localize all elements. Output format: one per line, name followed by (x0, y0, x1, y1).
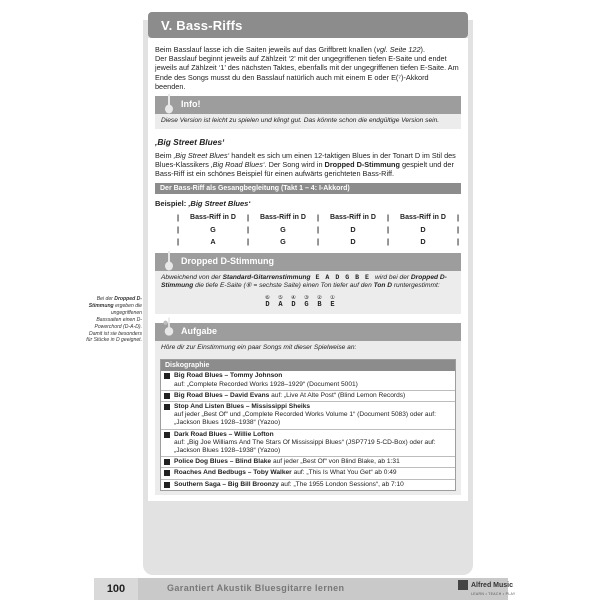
bullet-square-icon (164, 393, 170, 399)
info-box-header (155, 96, 461, 114)
bar-line: | (386, 236, 390, 246)
dropped-box-body (155, 271, 461, 314)
entry-title: Roaches And Bedbugs – Toby Walker (174, 469, 292, 477)
page-number-box (94, 578, 138, 600)
bar-line: | (456, 224, 460, 234)
entry-title: Police Dog Blues – Blind Blake (174, 458, 272, 466)
string-note: A (278, 300, 283, 309)
margin-note (86, 296, 142, 344)
margin-note-text: Bei der (96, 296, 115, 302)
string-number: ② (317, 294, 322, 301)
info-box-body: Diese Version ist leicht zu spielen und klingt gut. Das könnte schon die endgültige Version sein. (155, 114, 461, 129)
chord-heading: Bass-Riff in D (190, 213, 236, 221)
bar-line: | (316, 212, 320, 222)
list-item (161, 468, 455, 479)
intro-text-2: Der Basslauf beginnt jeweils auf Zählzeit ‘2’ mit der ungegriffenen tiefen E-Saite und endet jeweils auf Zählzeit ‘1’ des nächsten Taktes, ebenfalls mit der ungegriffenen tiefen E-Saite. Am Ende des Songs musst du den Basslauf natürlich auch mit einem E oder E(⁷)-Akkord beenden. (155, 54, 459, 91)
bar-line: | (456, 212, 460, 222)
riff-section-header: Der Bass-Riff als Gesangbegleitung (Takt 1 – 4: I-Akkord) (155, 183, 461, 194)
discography-entry (174, 431, 452, 456)
list-item (161, 457, 455, 468)
bar-line: | (246, 224, 250, 234)
string-note: D (265, 300, 270, 309)
song-title: ‚Big Street Blues‘ (155, 136, 225, 147)
chord-note: G (280, 236, 286, 246)
discography-header: Diskographie (161, 360, 455, 371)
entry-title: Big Road Blues – David Evans (174, 391, 270, 399)
discography-entry (174, 403, 452, 428)
chord-heading: Bass-Riff in D (400, 213, 446, 221)
publisher-logo (458, 580, 513, 590)
book-title: Garantiert Akustik Bluesgitarre lernen (167, 583, 345, 593)
entry-source: auf: „Live At Alte Post“ (Blind Lemon Records) (269, 391, 406, 399)
entry-source: auf jeder „Best Of“ von Blind Blake, ab 1:31 (271, 458, 400, 466)
standard-notes: E A D G B E (310, 273, 375, 281)
info-box-label: Info! (181, 99, 201, 110)
tuning-diagram (261, 295, 455, 309)
publisher-name: Alfred Music (471, 581, 514, 589)
bar-line: | (316, 224, 320, 234)
chapter-title: V. Bass-Riffs (161, 17, 243, 33)
dropped-box-label: Dropped D-Stimmung (181, 256, 274, 267)
entry-source: auf: „This Is What You Get“ ab 0:49 (291, 469, 397, 477)
chord-note: D (350, 236, 356, 246)
chapter-header (148, 12, 468, 38)
bar-line: | (386, 212, 390, 222)
list-item (161, 430, 455, 458)
bar-line: | (456, 236, 460, 246)
dropped-bold: Dropped D-Stimmung (161, 273, 447, 290)
entry-title: Big Road Blues – Tommy Johnson (174, 372, 283, 380)
task-box-body: Höre dir zur Einstimmung ein paar Songs mit dieser Spielweise an: (155, 341, 461, 356)
song-text: handelt es sich um einen 12-taktigen Blues in der Tonart D im Stil des Blues-Klassikers (155, 150, 456, 170)
string-number: ⑤ (278, 294, 283, 301)
song-reference-inline: ‚Big Road Blues‘ (210, 160, 265, 170)
bullet-square-icon (164, 373, 170, 379)
margin-note-text: ergeben die ungegriffenen Basssaiten einen D-Powerchord (D-A-D). Damit ist sie besonders für Stücke in D geeignet. (86, 302, 142, 344)
discography-list (160, 359, 456, 490)
bar-line: | (246, 212, 250, 222)
alfred-logo-icon (458, 580, 468, 590)
entry-source: auf jeder „Best Of“ und „Complete Recorded Works Volume 1“ (Document 5083) oder auf: „Jackson Blues 1928–1938“ (Yazoo) (174, 411, 436, 427)
entry-source: auf: „Complete Recorded Works 1928–1929“ (Document 5001) (174, 380, 358, 388)
bullet-square-icon (164, 404, 170, 410)
dropped-text: runtergestimmt: (392, 282, 440, 290)
dropped-bold: Standard-Gitarrenstimmung (222, 273, 311, 281)
discography-entry (174, 458, 400, 466)
entry-title: Stop And Listen Blues – Mississippi Sheiks (174, 403, 311, 411)
chord-heading: Bass-Riff in D (330, 213, 376, 221)
task-box-label: Aufgabe (181, 326, 217, 337)
intro-text: Beim Basslauf lasse ich die Saiten jeweils auf das Griffbrett knallen ( (155, 45, 377, 54)
entry-source: auf: „The 1955 London Sessions“, ab 7:10 (278, 480, 404, 488)
bullet-square-icon (164, 459, 170, 465)
string-note: B (317, 300, 322, 309)
string-number: ⑥ (265, 294, 270, 301)
string-note: G (304, 300, 309, 309)
bullet-square-icon (164, 432, 170, 438)
entry-title: Dark Road Blues – Willie Lofton (174, 430, 274, 438)
main-content (148, 38, 468, 501)
task-box-header (155, 323, 461, 341)
list-item (161, 402, 455, 430)
bullet-square-icon (164, 470, 170, 476)
dropped-text: wird bei der (374, 273, 411, 281)
dropped-text: Abweichend von der (161, 273, 223, 281)
publisher-tagline: LEARN • TEACH • PLAY (471, 592, 516, 596)
page-number: 100 (106, 583, 126, 595)
chord-chart (173, 212, 461, 248)
bar-line: | (176, 212, 180, 222)
chord-heading: Bass-Riff in D (260, 213, 306, 221)
bar-line: | (176, 224, 180, 234)
discography-entry (174, 392, 405, 400)
content-column (148, 12, 468, 501)
discography-entry (174, 481, 404, 489)
guitar-hand-icon (163, 317, 175, 337)
intro-paragraph-1 (155, 45, 461, 91)
list-item (161, 480, 455, 490)
dropped-bold: Ton D (373, 282, 393, 290)
chord-note: D (420, 224, 426, 234)
bar-line: | (176, 236, 180, 246)
string-number: ③ (304, 294, 309, 301)
dropped-box-header (155, 253, 461, 271)
song-description (155, 151, 461, 179)
dropped-text: die tiefe E-Saite (⑥ = sechste Saite) einen Ton tiefer auf den (193, 282, 374, 290)
page-reference: vgl. Seite 122 (376, 45, 421, 54)
margin-note-bold: Dropped D-Stimmung (88, 296, 142, 309)
string-number: ① (330, 294, 335, 301)
bar-line: | (246, 236, 250, 246)
guitar-icon (163, 94, 175, 114)
string-number: ④ (291, 294, 296, 301)
intro-text-end: ). (420, 45, 425, 54)
chord-note: G (210, 224, 216, 234)
song-title-inline: ‚Big Street Blues‘ (173, 150, 230, 160)
song-text: . Der Song wird in (264, 160, 325, 170)
example-prefix: Beispiel: (155, 199, 189, 209)
discography-entry (174, 372, 358, 388)
guitar-icon (163, 251, 175, 271)
list-item (161, 391, 455, 402)
bullet-square-icon (164, 482, 170, 488)
bar-line: | (316, 236, 320, 246)
list-item (161, 371, 455, 390)
example-title: ‚Big Street Blues‘ (188, 199, 251, 209)
song-text: Beim (155, 150, 174, 160)
chord-note: D (350, 224, 356, 234)
chord-note: A (210, 236, 216, 246)
chord-note: G (280, 224, 286, 234)
song-text: gespielt und der Bass-Riff ist ein schönes Beispiel für einen aufwärts gerichteten Bass-Riff. (155, 160, 454, 179)
entry-source: auf: „Big Joe Williams And The Stars Of Mississippi Blues“ (JSP7719 5-CD-Box) oder auf: „Jackson Blues 1928–1938“ (Yazoo) (174, 438, 436, 455)
bar-line: | (386, 224, 390, 234)
string-note: E (330, 300, 335, 309)
dropped-d-bold: Dropped D-Stimmung (324, 160, 400, 170)
example-label (155, 199, 461, 208)
chord-note: D (420, 236, 426, 246)
discography-box (155, 355, 461, 494)
discography-entry (174, 469, 397, 477)
entry-title: Southern Saga – Big Bill Broonzy (174, 480, 279, 488)
string-note: D (291, 300, 296, 309)
